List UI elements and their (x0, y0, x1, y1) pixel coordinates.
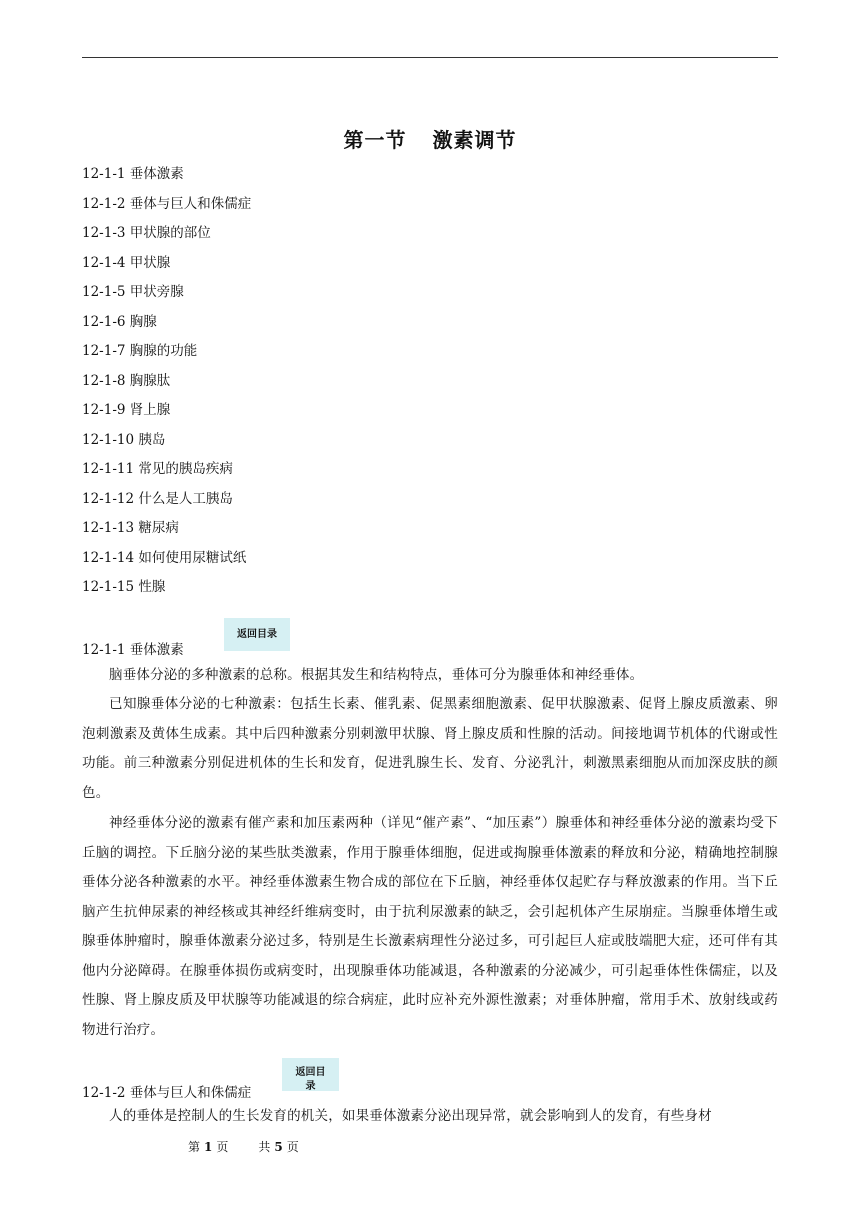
footer-page-suffix: 页 (216, 1140, 229, 1154)
toc-item[interactable]: 12-1-10 胰岛 (82, 431, 166, 448)
toc-item[interactable]: 12-1-1 垂体激素 (82, 166, 184, 182)
toc-item[interactable]: 12-1-15 性腺 (82, 579, 166, 595)
toc-item[interactable]: 12-1-13 糖尿病 (82, 520, 179, 536)
toc-item[interactable]: 12-1-8 胸腺肽 (82, 372, 171, 389)
paragraph: 脑垂体分泌的多种激素的总称。根据其发生和结构特点，垂体可分为腺垂体和神经垂体。 (109, 667, 644, 683)
footer-total-prefix: 共 (258, 1140, 271, 1154)
table-of-contents (82, 164, 251, 607)
toc-item[interactable]: 12-1-9 肾上腺 (82, 402, 171, 418)
toc-item[interactable]: 12-1-7 胸腺的功能 (82, 343, 198, 359)
toc-item[interactable]: 12-1-3 甲状腺的部位 (82, 225, 211, 241)
title-section-number: 第一节 (343, 128, 407, 152)
header-rule (82, 57, 778, 58)
toc-item[interactable]: 12-1-11 常见的胰岛疾病 (82, 461, 233, 477)
back-to-toc-button[interactable]: 返回目录 (224, 618, 290, 651)
paragraph: 已知腺垂体分泌的七种激素：包括生长素、催乳素、促黑素细胞激素、促甲状腺激素、促肾上腺皮质激素、卵泡刺激素及黄体生成素。其中后四种激素分别刺激甲状腺、肾上腺皮质和性腺的活动。间接地调节机体的代谢或性功能。前三种激素分别促进机体的生长和发育，促进乳腺生长、发育、分泌乳汁，刺激黑素细胞从而加深皮肤的颜色。 (82, 696, 778, 801)
title-section-name: 激素调节 (432, 128, 517, 152)
back-label-line: 返回目 (295, 1067, 326, 1078)
back-to-toc-button[interactable] (282, 1058, 339, 1091)
toc-item[interactable]: 12-1-2 垂体与巨人和侏儒症 (82, 195, 252, 212)
footer-total-number: 5 (274, 1140, 283, 1154)
footer-page-prefix: 第 (188, 1140, 201, 1154)
footer-page-number: 1 (204, 1140, 213, 1154)
toc-item[interactable]: 12-1-5 甲状旁腺 (82, 284, 184, 300)
paragraph: 人的垂体是控制人的生长发育的机关，如果垂体激素分泌出现异常，就会影响到人的发育，有些身材 (109, 1108, 712, 1124)
paragraph: 神经垂体分泌的激素有催产素和加压素两种（详见“催产素”、“加压素”）腺垂体和神经垂体分泌的激素均受下丘脑的调控。下丘脑分泌的某些肽类激素，作用于腺垂体细胞，促进或掏腺垂体激素的释放和分泌，精确地控制腺垂体分泌各种激素的水平。神经垂体激素生物合成的部位在下丘脑，神经垂体仅起贮存与释放激素的作用。当下丘脑产生抗伸尿素的神经核或其神经纤维病变时，由于抗利尿激素的缺乏，会引起机体产生尿崩症。当腺垂体增生或腺垂体肿瘤时，腺垂体激素分泌过多，特别是生长激素病理性分泌过多，可引起巨人症或肢端肥大症，还可伴有其他内分泌障碍。在腺垂体损伤或病变时，出现腺垂体功能减退，各种激素的分泌减少，可引起垂体性侏儒症，以及性腺、肾上腺皮质及甲状腺等功能减退的综合病症，此时应补充外源性激素；对垂体肿瘤，常用手术、放射线或药物进行治疗。 (82, 815, 778, 1038)
page-footer (188, 1138, 303, 1155)
toc-item[interactable]: 12-1-6 胸腺 (82, 313, 157, 330)
footer-total-suffix: 页 (286, 1140, 299, 1154)
section-heading: 12-1-1 垂体激素 (82, 642, 184, 658)
toc-item[interactable]: 12-1-4 甲状腺 (82, 254, 171, 271)
back-label-line: 录 (305, 1081, 316, 1092)
toc-item[interactable]: 12-1-14 如何使用尿糖试纸 (82, 549, 247, 566)
section-heading: 12-1-2 垂体与巨人和侏儒症 (82, 1085, 252, 1101)
toc-item[interactable]: 12-1-12 什么是人工胰岛 (82, 490, 233, 507)
page-title (0, 124, 860, 153)
